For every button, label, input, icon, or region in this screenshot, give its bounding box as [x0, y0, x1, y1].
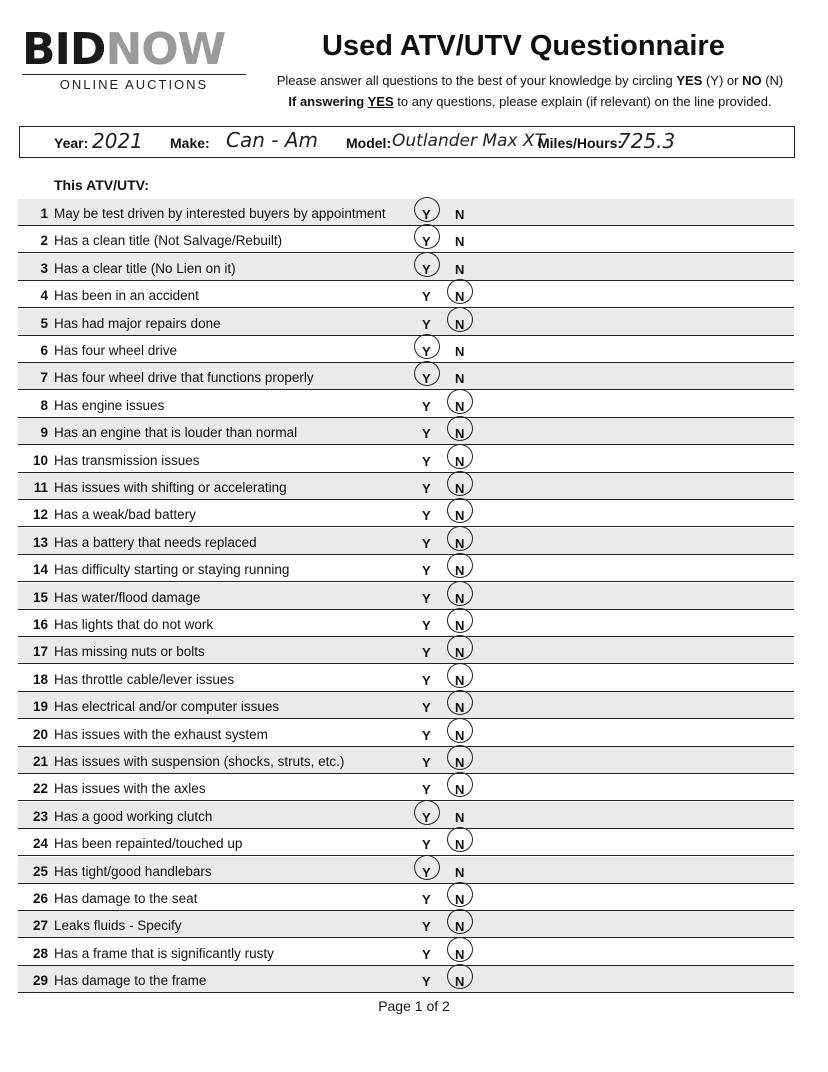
question-text: Has issues with the exhaust system — [54, 726, 268, 742]
yes-option[interactable]: Y — [422, 782, 431, 798]
question-text: Has issues with the axles — [54, 781, 206, 797]
question-text: Has four wheel drive — [54, 343, 178, 358]
make-label: Make: — [170, 135, 210, 151]
question-row — [18, 199, 794, 226]
question-row — [18, 254, 794, 281]
yes-option[interactable]: Y — [422, 563, 431, 579]
no-option[interactable]: N — [455, 864, 465, 880]
question-number: 7 — [40, 370, 48, 386]
question-number: 25 — [32, 863, 48, 879]
question-text: Has transmission issues — [54, 452, 200, 468]
question-number: 29 — [32, 973, 48, 989]
no-circle-mark — [447, 608, 473, 633]
question-text: Has a frame that is significantly rusty — [54, 945, 274, 961]
yes-option[interactable]: Y — [422, 371, 431, 387]
no-circle-mark — [447, 772, 473, 797]
yes-option[interactable]: Y — [422, 837, 431, 853]
question-number: 28 — [32, 945, 48, 961]
question-number: 6 — [40, 343, 48, 358]
yes-option[interactable]: Y — [422, 426, 431, 442]
no-option[interactable]: N — [455, 946, 465, 962]
question-number: 3 — [40, 260, 48, 276]
no-option[interactable]: N — [455, 234, 465, 250]
question-text: Has been repainted/touched up — [54, 836, 243, 852]
question-row — [18, 583, 794, 610]
question-text: Has damage to the frame — [54, 973, 207, 989]
question-number: 26 — [32, 891, 48, 906]
question-text: Has a battery that needs replaced — [54, 534, 257, 550]
question-row — [18, 884, 794, 911]
question-row — [18, 802, 794, 829]
no-option[interactable]: N — [455, 919, 465, 935]
question-text: Has had major repairs done — [54, 315, 221, 331]
yes-option[interactable]: Y — [422, 892, 431, 907]
yes-circle-mark — [414, 361, 440, 386]
question-text: Has engine issues — [54, 397, 165, 413]
no-circle-mark — [447, 964, 473, 989]
no-circle-mark — [447, 909, 473, 934]
question-text: Has issues with shifting or accelerating — [54, 480, 287, 495]
yes-option[interactable]: Y — [422, 453, 431, 469]
question-number: 11 — [33, 480, 48, 495]
no-option[interactable]: N — [455, 508, 465, 524]
question-row — [18, 528, 794, 555]
question-number: 5 — [40, 315, 48, 331]
question-number: 8 — [40, 397, 48, 413]
no-option[interactable]: N — [455, 398, 465, 414]
logo-wordmark: BIDNOW — [22, 24, 226, 75]
no-option[interactable]: N — [455, 453, 465, 469]
section-label: This ATV/UTV: — [54, 177, 149, 193]
question-row — [18, 939, 794, 966]
question-text: Has throttle cable/lever issues — [54, 671, 235, 687]
logo-subtitle: ONLINE AUCTIONS — [59, 77, 209, 92]
yes-option[interactable]: Y — [422, 207, 431, 222]
no-option[interactable]: N — [455, 289, 465, 305]
yes-circle-mark — [414, 252, 440, 277]
yes-option[interactable]: Y — [422, 289, 431, 305]
question-text: Has been in an accident — [54, 288, 199, 304]
no-option[interactable]: N — [455, 207, 465, 222]
yes-option[interactable]: Y — [422, 344, 431, 359]
miles-value: 725.3 — [618, 129, 676, 153]
no-option[interactable]: N — [455, 892, 465, 907]
question-number: 9 — [40, 425, 48, 441]
no-circle-mark — [447, 937, 473, 962]
no-option[interactable]: N — [455, 371, 465, 387]
question-text: Has an engine that is louder than normal — [54, 425, 298, 441]
yes-option[interactable]: Y — [422, 727, 431, 743]
question-row — [18, 774, 794, 801]
question-row — [18, 555, 794, 582]
question-number: 15 — [32, 589, 48, 605]
no-circle-mark — [447, 444, 473, 469]
yes-circle-mark — [414, 224, 440, 249]
question-number: 18 — [32, 671, 48, 687]
no-circle-mark — [447, 827, 473, 852]
yes-option[interactable]: Y — [422, 481, 431, 496]
question-number: 24 — [32, 836, 48, 852]
yes-option[interactable]: Y — [422, 508, 431, 524]
no-option[interactable]: N — [455, 755, 465, 770]
yes-option[interactable]: Y — [422, 755, 431, 770]
year-label: Year: — [54, 135, 89, 151]
question-row — [18, 473, 794, 500]
question-number: 14 — [32, 562, 48, 578]
question-text: Has a weak/bad battery — [54, 507, 196, 523]
no-option[interactable]: N — [455, 316, 465, 332]
no-option[interactable]: N — [455, 672, 465, 688]
question-text: Has water/flood damage — [54, 589, 201, 605]
question-row — [18, 857, 794, 884]
vehicle-info-box — [19, 126, 795, 158]
model-label: Model: — [346, 135, 392, 151]
yes-option[interactable]: Y — [422, 261, 431, 277]
yes-option[interactable]: Y — [422, 316, 431, 332]
question-row — [18, 446, 794, 473]
yes-option[interactable]: Y — [422, 864, 431, 880]
yes-option[interactable]: Y — [422, 672, 431, 688]
question-row — [18, 610, 794, 637]
yes-circle-mark — [414, 855, 440, 880]
question-row — [18, 226, 794, 253]
yes-option[interactable]: Y — [422, 535, 431, 551]
no-option[interactable]: N — [455, 974, 465, 990]
page-number: Page 1 of 2 — [378, 998, 450, 1014]
question-row — [18, 665, 794, 692]
question-number: 10 — [32, 452, 48, 468]
no-circle-mark — [447, 526, 473, 551]
miles-label: Miles/Hours: — [538, 135, 623, 151]
question-row — [18, 418, 794, 445]
yes-circle-mark — [414, 800, 440, 825]
question-number: 19 — [32, 699, 48, 715]
no-option[interactable]: N — [455, 837, 465, 853]
no-circle-mark — [447, 635, 473, 660]
question-row — [18, 911, 794, 938]
question-text: Has issues with suspension (shocks, struts, etc.) — [54, 754, 345, 769]
question-row — [18, 391, 794, 418]
no-option[interactable]: N — [455, 782, 465, 798]
no-option[interactable]: N — [455, 727, 465, 743]
yes-option[interactable]: Y — [422, 809, 431, 825]
question-text: Has damage to the seat — [54, 891, 198, 906]
no-circle-mark — [447, 498, 473, 523]
no-option[interactable]: N — [455, 618, 465, 633]
yes-option[interactable]: Y — [422, 234, 431, 250]
question-row — [18, 309, 794, 336]
question-row — [18, 336, 794, 363]
question-text: Leaks fluids - Specify — [54, 918, 182, 934]
question-text: Has lights that do not work — [54, 617, 214, 632]
question-number: 12 — [32, 507, 48, 523]
no-circle-mark — [447, 718, 473, 743]
no-circle-mark — [447, 745, 473, 770]
question-row — [18, 637, 794, 664]
make-value: Can - Am — [226, 128, 318, 152]
question-number: 23 — [32, 808, 48, 824]
no-circle-mark — [447, 389, 473, 414]
question-row — [18, 966, 794, 993]
question-number: 22 — [32, 781, 48, 797]
question-text: Has a clear title (No Lien on it) — [54, 260, 236, 276]
no-circle-mark — [447, 663, 473, 688]
no-option[interactable]: N — [455, 563, 465, 579]
instructions-line-1: Please answer all questions to the best of your knowledge by circling YES (Y) or NO (N) — [276, 73, 784, 88]
question-number: 27 — [32, 918, 48, 934]
no-option[interactable]: N — [455, 481, 465, 496]
no-circle-mark — [447, 416, 473, 441]
question-number: 16 — [32, 617, 48, 632]
question-number: 4 — [40, 288, 48, 304]
yes-option[interactable]: Y — [422, 618, 431, 633]
question-text: Has tight/good handlebars — [54, 863, 212, 879]
no-circle-mark — [447, 882, 473, 907]
no-circle-mark — [447, 553, 473, 578]
yes-option[interactable]: Y — [422, 645, 431, 661]
question-text: May be test driven by interested buyers by appointment — [54, 206, 386, 221]
no-circle-mark — [447, 279, 473, 304]
no-option[interactable]: N — [455, 344, 465, 359]
no-option[interactable]: N — [455, 535, 465, 551]
question-number: 2 — [40, 233, 48, 249]
question-number: 13 — [32, 534, 48, 550]
instructions — [250, 70, 810, 112]
yes-option[interactable]: Y — [422, 946, 431, 962]
no-circle-mark — [447, 471, 473, 496]
question-row — [18, 829, 794, 856]
question-text: Has difficulty starting or staying running — [54, 562, 290, 578]
instructions-line-2: If answering YES to any questions, please explain (if relevant) on the line provided. — [288, 94, 772, 109]
yes-option[interactable]: Y — [422, 974, 431, 990]
question-number: 17 — [32, 644, 48, 660]
no-option[interactable]: N — [455, 426, 465, 442]
question-row — [18, 363, 794, 390]
no-circle-mark — [447, 690, 473, 715]
question-text: Has four wheel drive that functions properly — [54, 370, 314, 386]
question-number: 21 — [32, 754, 48, 769]
no-option[interactable]: N — [455, 645, 465, 661]
no-circle-mark — [447, 581, 473, 606]
question-row — [18, 720, 794, 747]
question-row — [18, 747, 794, 774]
question-row — [18, 281, 794, 308]
yes-circle-mark — [414, 197, 440, 222]
year-value: 2021 — [92, 129, 143, 153]
no-option[interactable]: N — [455, 590, 465, 606]
question-number: 1 — [40, 206, 48, 221]
question-text: Has electrical and/or computer issues — [54, 699, 280, 715]
bidnow-logo — [22, 24, 246, 92]
no-option[interactable]: N — [455, 261, 465, 277]
yes-option[interactable]: Y — [422, 700, 431, 716]
no-option[interactable]: N — [455, 809, 465, 825]
yes-option[interactable]: Y — [422, 919, 431, 935]
yes-circle-mark — [414, 334, 440, 359]
yes-option[interactable]: Y — [422, 398, 431, 414]
page-title: Used ATV/UTV Questionnaire — [322, 30, 725, 62]
question-text: Has a good working clutch — [54, 808, 213, 824]
no-option[interactable]: N — [455, 700, 465, 716]
question-row — [18, 692, 794, 719]
model-value: Outlander Max XT — [392, 131, 545, 151]
question-text: Has a clean title (Not Salvage/Rebuilt) — [54, 233, 283, 249]
no-circle-mark — [447, 307, 473, 332]
yes-option[interactable]: Y — [422, 590, 431, 606]
question-text: Has missing nuts or bolts — [54, 644, 205, 660]
question-number: 20 — [32, 726, 48, 742]
question-row — [18, 500, 794, 527]
